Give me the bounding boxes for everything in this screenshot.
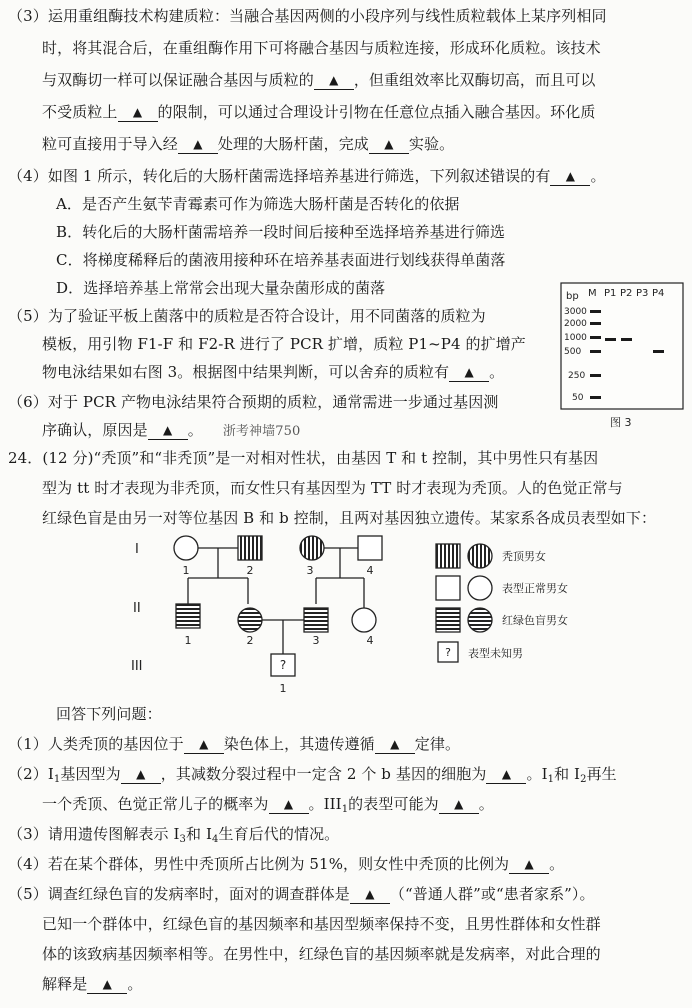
answer-1 — [8, 732, 460, 756]
answer-5-line-1 — [8, 882, 595, 906]
q3-line-4a: 不受质粒上 — [42, 103, 118, 121]
q24-line-2: 型为 tt 时才表现为非秃顶，而女性只有基因型为 TT 时才表现为秃顶。人的色觉正常与 — [42, 479, 623, 497]
a2-text-4: 。I — [526, 765, 548, 783]
a1-text-2: 染色体上，其遗传遵循 — [223, 735, 375, 753]
q3-line-3b: ，但重组效率比双酶切高，而且可以 — [353, 71, 596, 89]
q3-line-5 — [42, 132, 454, 156]
q4-stem — [8, 164, 606, 188]
legend-colorblind-male — [436, 608, 460, 632]
answer-blank: ▲ — [486, 765, 526, 784]
q4-stem-end: 。 — [590, 167, 606, 185]
a5-text-6: 。 — [127, 975, 143, 993]
ped-ii2-colorblind-female — [238, 608, 262, 632]
answer-blank: ▲ — [178, 135, 218, 154]
a3-sub-2: 4 — [212, 834, 219, 845]
answer-blank: ▲ — [509, 855, 549, 874]
answer-blank: ▲ — [118, 103, 158, 122]
ped-ii1-colorblind-male — [176, 604, 200, 628]
ladder-label-500: 500 — [564, 347, 582, 357]
figure-3-caption: 图 3 — [610, 416, 632, 429]
answer-blank: ▲ — [439, 795, 479, 814]
q6-line-2b: 。 — [187, 421, 203, 439]
q4-option-a: A．是否产生氨苄青霉素可作为筛选大肠杆菌是否转化的依据 — [56, 195, 460, 213]
q3-line-1: （3）运用重组酶技术构建质粒：当融合基因两侧的小段序列与线性质粒载体上某序列相同 — [8, 7, 607, 25]
a1-text-3: 定律。 — [414, 735, 461, 753]
answer-5-line-4 — [42, 972, 142, 996]
ped-i3-bald-female — [300, 536, 324, 560]
a4-text-1: （4）若在某个群体，男性中秃顶所占比例为 51%，则女性中秃顶的比例为 — [8, 855, 510, 873]
ladder-band-250 — [590, 374, 601, 377]
a3-text-3: 生育后代的情况。 — [218, 825, 340, 843]
ped-i2-bald-male — [238, 536, 262, 560]
q3-line-2: 时，将其混合后，在重组酶作用下可将融合基因与质粒连接，形成环化质粒。该技术 — [42, 39, 601, 57]
ped-num-iii1: 1 — [279, 682, 287, 695]
answer-blank: ▲ — [269, 795, 309, 814]
ped-unknown-mark: ? — [279, 658, 287, 672]
ped-num-i4: 4 — [366, 564, 374, 577]
q3-line-5b: 处理的大肠杆菌，完成 — [217, 135, 369, 153]
ladder-label-250: 250 — [568, 371, 586, 381]
q4-option-b: B．转化后的大肠杆菌需培养一段时间后接种至选择培养基进行筛选 — [56, 223, 506, 241]
band-p2 — [621, 338, 632, 341]
a2-text-10: 。 — [478, 795, 494, 813]
legend-bald-female — [468, 544, 492, 568]
ladder-band-500 — [590, 350, 601, 353]
a2-text-2: 基因型为 — [60, 765, 121, 783]
q4-option-d: D．选择培养基上常常会出现大量杂菌形成的菌落 — [56, 279, 386, 297]
a2-sub-1: 1 — [53, 774, 61, 785]
a2-text-5: 和 I — [554, 765, 581, 783]
q4-stem-text: （4）如图 1 所示，转化后的大肠杆菌需选择培养基进行筛选，下列叙述错误的有 — [8, 167, 551, 185]
a1-text-1: （1）人类秃顶的基因位于 — [8, 735, 184, 753]
q3-line-3 — [42, 68, 595, 92]
q3-line-4 — [42, 100, 595, 124]
q3-line-3a: 与双酶切一样可以保证融合基因与质粒的 — [42, 71, 314, 89]
a2-text-3: ，其减数分裂过程中一定含 2 个 b 基因的细胞为 — [160, 765, 487, 783]
answer-2-line-1 — [8, 762, 617, 792]
legend-label-normal: 表型正常男女 — [502, 582, 568, 595]
gel-lane-p2: P2 — [620, 288, 633, 299]
answer-blank: ▲ — [121, 765, 161, 784]
legend-label-unknown: 表型未知男 — [468, 647, 523, 660]
q5-line-3 — [42, 360, 504, 384]
a2-text-6: 再生 — [586, 765, 617, 783]
band-p4 — [653, 350, 664, 353]
a3-sub-1: 3 — [179, 834, 187, 845]
watermark-text: 浙考神墙750 — [222, 424, 301, 439]
a4-text-2: 。 — [549, 855, 565, 873]
ped-num-i2: 2 — [246, 564, 254, 577]
answer-blank: ▲ — [87, 975, 127, 994]
legend-unknown-mark: ? — [445, 646, 451, 659]
legend-normal-female — [468, 576, 492, 600]
q5-line-2: 模板，用引物 F1-F 和 F2-R 进行了 PCR 扩增，质粒 P1~P4 的扩增产 — [42, 335, 526, 353]
legend-colorblind-female — [468, 608, 492, 632]
q6-line-2a: 序确认，原因是 — [42, 421, 148, 439]
gel-lane-m: M — [588, 288, 597, 299]
gen-label-ii: II — [133, 601, 141, 616]
ladder-label-1000: 1000 — [564, 333, 587, 343]
a5-text-5: 解释是 — [42, 975, 88, 993]
q3-line-5c: 实验。 — [408, 135, 455, 153]
answers-intro: 回答下列问题： — [56, 705, 162, 723]
gel-lane-p1: P1 — [604, 288, 617, 299]
a2-sub-4: 1 — [341, 804, 349, 815]
answer-blank: ▲ — [184, 735, 224, 754]
ped-i1-normal-female — [174, 536, 198, 560]
gel-lane-p4: P4 — [652, 288, 665, 299]
gel-figure — [560, 282, 684, 430]
gel-lane-p3: P3 — [636, 288, 649, 299]
q24-line-3: 红绿色盲是由另一对等位基因 B 和 b 控制，且两对基因独立遗传。某家系各成员表型如下： — [42, 509, 657, 527]
a2-text-9: 的表型可能为 — [348, 795, 439, 813]
pedigree-lines — [188, 548, 364, 654]
ped-i4-normal-male — [358, 536, 382, 560]
q3-line-4b: 的限制，可以通过合理设计引物在任意位点插入融合基因。环化质 — [157, 103, 596, 121]
answer-5-line-2: 已知一个群体中，红绿色盲的基因频率和基因型频率保持不变，且男性群体和女性群 — [42, 915, 601, 933]
gen-label-iii: III — [131, 659, 143, 674]
ladder-label-50: 50 — [572, 393, 584, 403]
a3-text-1: （3）请用遗传图解表示 I — [8, 825, 180, 843]
a2-text-1: （2）I — [8, 765, 54, 783]
pedigree-diagram — [0, 528, 692, 700]
ladder-label-3000: 3000 — [564, 307, 587, 317]
legend-bald-male — [436, 544, 460, 568]
ladder-label-2000: 2000 — [564, 319, 587, 329]
gel-frame — [561, 283, 683, 409]
a3-text-2: 和 I — [186, 825, 213, 843]
a5-text-1: （5）调查红绿色盲的发病率时，面对的调查群体是 — [8, 885, 350, 903]
legend-normal-male — [436, 576, 460, 600]
answer-blank: ▲ — [350, 885, 390, 904]
ped-num-ii4: 4 — [366, 634, 374, 647]
answer-blank: ▲ — [375, 735, 415, 754]
a2-text-7: 一个秃顶、色觉正常儿子的概率为 — [42, 795, 269, 813]
q6-line-1: （6）对于 PCR 产物电泳结果符合预期的质粒，通常需进一步通过基因测 — [8, 393, 499, 411]
answer-4 — [8, 852, 564, 876]
answer-blank: ▲ — [550, 167, 590, 186]
ped-num-ii3: 3 — [312, 634, 320, 647]
answer-blank: ▲ — [369, 135, 409, 154]
ladder-band-50 — [590, 396, 601, 399]
a5-text-2: （“普通人群”或“患者家系”）。 — [389, 885, 595, 903]
ped-ii4-normal-female — [352, 608, 376, 632]
q24-line-1: 24．(12 分)“秃顶”和“非秃顶”是一对相对性状，由基因 T 和 t 控制，其中男性只有基因 — [8, 449, 599, 467]
a2-sub-2: 1 — [547, 774, 555, 785]
legend-label-bald: 秃顶男女 — [502, 550, 546, 563]
a2-text-8: 。III — [308, 795, 342, 813]
ped-num-i3: 3 — [306, 564, 314, 577]
q5-line-3a: 物电泳结果如右图 3。根据图中结果判断，可以舍弃的质粒有 — [42, 363, 450, 381]
ped-num-i1: 1 — [182, 564, 190, 577]
ladder-band-3000 — [590, 310, 601, 313]
ped-ii3-colorblind-male — [304, 608, 328, 632]
band-p1 — [605, 338, 616, 341]
answer-5-line-3: 体的该致病基因频率相等。在男性中，红绿色盲的基因频率就是发病率，对此合理的 — [42, 945, 601, 963]
q4-option-c: C．将梯度稀释后的菌液用接种环在培养基表面进行划线获得单菌落 — [56, 251, 506, 269]
q3-line-5a: 粒可直接用于导入经 — [42, 135, 178, 153]
ped-num-ii1: 1 — [184, 634, 192, 647]
answer-3 — [8, 822, 339, 852]
q5-line-1: （5）为了验证平板上菌落中的质粒是否符合设计，用不同菌落的质粒为 — [8, 307, 486, 325]
gen-label-i: I — [135, 542, 139, 557]
q6-line-2 — [42, 418, 300, 444]
ladder-band-2000 — [590, 322, 601, 325]
answer-blank: ▲ — [449, 363, 489, 382]
answer-blank: ▲ — [148, 421, 188, 440]
ladder-band-1000 — [590, 336, 601, 339]
legend-label-colorblind: 红绿色盲男女 — [502, 614, 568, 627]
answer-blank: ▲ — [314, 71, 354, 90]
answer-2-line-2 — [42, 792, 494, 822]
gel-unit-label: bp — [566, 291, 579, 302]
a2-sub-3: 2 — [580, 774, 587, 785]
q5-line-3b: 。 — [489, 363, 505, 381]
ped-num-ii2: 2 — [246, 634, 254, 647]
